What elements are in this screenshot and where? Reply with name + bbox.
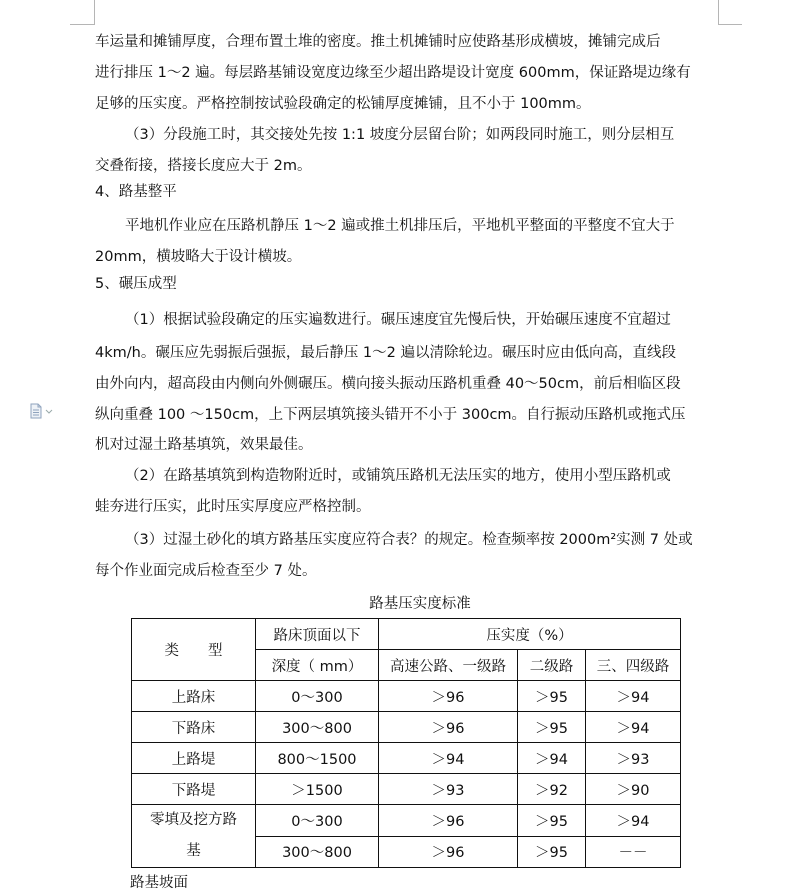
margin-corner-mark <box>718 0 719 24</box>
cell-value: ＞96 <box>379 681 518 712</box>
header-highway: 高速公路、一级路 <box>379 650 518 681</box>
cell-type-line: 基 <box>186 843 201 859</box>
header-depth-unit: 深度（ mm） <box>256 650 379 681</box>
paragraph-line: 平地机作业应在压路机静压 1～2 遍或推土机排压后，平地机平整面的平整度不宜大于 <box>125 218 675 234</box>
cell-type-line: 零填及挖方路 <box>150 812 237 828</box>
cell-value: ＞96 <box>379 712 518 743</box>
section-heading: 4、路基整平 <box>95 184 177 200</box>
cell-value: ＞95 <box>518 805 586 837</box>
table-row <box>132 774 681 805</box>
cell-value: ＞95 <box>518 681 586 712</box>
cell-type: 下路床 <box>132 712 256 743</box>
paragraph-line: 交叠衔接，搭接长度应大于 2m。 <box>95 158 312 174</box>
table-row <box>132 805 681 837</box>
cell-value: ＞94 <box>586 681 681 712</box>
cell-type: 上路堤 <box>132 743 256 774</box>
margin-corner-mark <box>718 24 742 25</box>
table-row <box>132 743 681 774</box>
cell-depth: 800～1500 <box>256 743 379 774</box>
cell-value: ＞94 <box>586 805 681 837</box>
cell-value: ＞96 <box>379 805 518 837</box>
cell-value: ＞96 <box>379 836 518 868</box>
paragraph-line: 4km/h。碾压应先弱振后强振，最后静压 1～2 遍以清除轮边。碾压时应由低向高，直线段 <box>95 345 676 361</box>
cell-value: ＞92 <box>518 774 586 805</box>
cell-value: ＞94 <box>586 712 681 743</box>
cell-depth: 0～300 <box>256 805 379 837</box>
paragraph-line: 机对过湿土路基填筑，效果最佳。 <box>95 437 313 453</box>
paragraph-line: 蛙夯进行压实，此时压实厚度应严格控制。 <box>95 499 371 515</box>
paragraph-line: 进行排压 1～2 遍。每层路基铺设宽度边缘至少超出路堤设计宽度 600mm，保证路堤边缘有 <box>95 65 691 81</box>
cell-depth: 0～300 <box>256 681 379 712</box>
cell-type: 下路堤 <box>132 774 256 805</box>
paragraph-line: （3）分段施工时，其交接处先按 1:1 坡度分层留台阶；如两段同时施工，则分层相互 <box>125 127 675 143</box>
paragraph-line: 车运量和摊铺厚度，合理布置土堆的密度。推土机摊铺时应使路基形成横坡，摊铺完成后 <box>95 34 661 50</box>
header-depth: 路床顶面以下 <box>256 619 379 650</box>
header-type: 类 型 <box>132 619 256 681</box>
cell-value: ＞94 <box>379 743 518 774</box>
section-heading: 5、碾压成型 <box>95 276 177 292</box>
paragraph-line: 每个作业面完成后检查至少 7 处。 <box>95 563 317 579</box>
paragraph-line: 足够的压实度。严格控制按试验段确定的松铺厚度摊铺，且不小于 100mm。 <box>95 96 591 112</box>
document-icon[interactable] <box>28 403 54 419</box>
cell-depth: ＞1500 <box>256 774 379 805</box>
header-third-fourth-grade: 三、四级路 <box>586 650 681 681</box>
paragraph-line: （2）在路基填筑到构造物附近时，或铺筑压路机无法压实的地方，使用小型压路机或 <box>125 468 671 484</box>
header-second-grade: 二级路 <box>518 650 586 681</box>
paragraph-line: 由外向内，超高段由内侧向外侧碾压。横向接头振动压路机重叠 40～50cm，前后相临区段 <box>95 376 681 392</box>
paragraph-line: 纵向重叠 100 ～150cm，上下两层填筑接头错开不小于 300cm。自行振动压路机或拖式压 <box>95 407 686 423</box>
table-row <box>132 712 681 743</box>
cell-value: ＞95 <box>518 712 586 743</box>
cell-value: ＞90 <box>586 774 681 805</box>
paragraph-line: （1）根据试验段确定的压实遍数进行。碾压速度宜先慢后快，开始碾压速度不宜超过 <box>125 312 671 328</box>
cell-depth: 300～800 <box>256 836 379 868</box>
cell-type: 上路床 <box>132 681 256 712</box>
cutoff-line: 路基坡面 <box>130 875 188 891</box>
margin-corner-mark <box>70 24 95 25</box>
header-compaction: 压实度（%） <box>379 619 681 650</box>
paragraph-line: （3）过湿土砂化的填方路基压实度应符合表？的规定。检查频率按 2000m²实测 7 处或 <box>125 532 693 548</box>
table-row <box>132 681 681 712</box>
cell-value: ＞94 <box>518 743 586 774</box>
cell-value: －－ <box>586 836 681 868</box>
cell-value: ＞93 <box>379 774 518 805</box>
cell-depth: 300～800 <box>256 712 379 743</box>
compaction-standard-table <box>131 618 681 868</box>
cell-type-merged <box>132 805 256 868</box>
table-header-row <box>132 619 681 650</box>
margin-corner-mark <box>94 0 95 24</box>
cell-value: ＞95 <box>518 836 586 868</box>
table-title: 路基压实度标准 <box>369 596 471 612</box>
paragraph-line: 20mm，横坡略大于设计横坡。 <box>95 249 302 265</box>
cell-value: ＞93 <box>586 743 681 774</box>
